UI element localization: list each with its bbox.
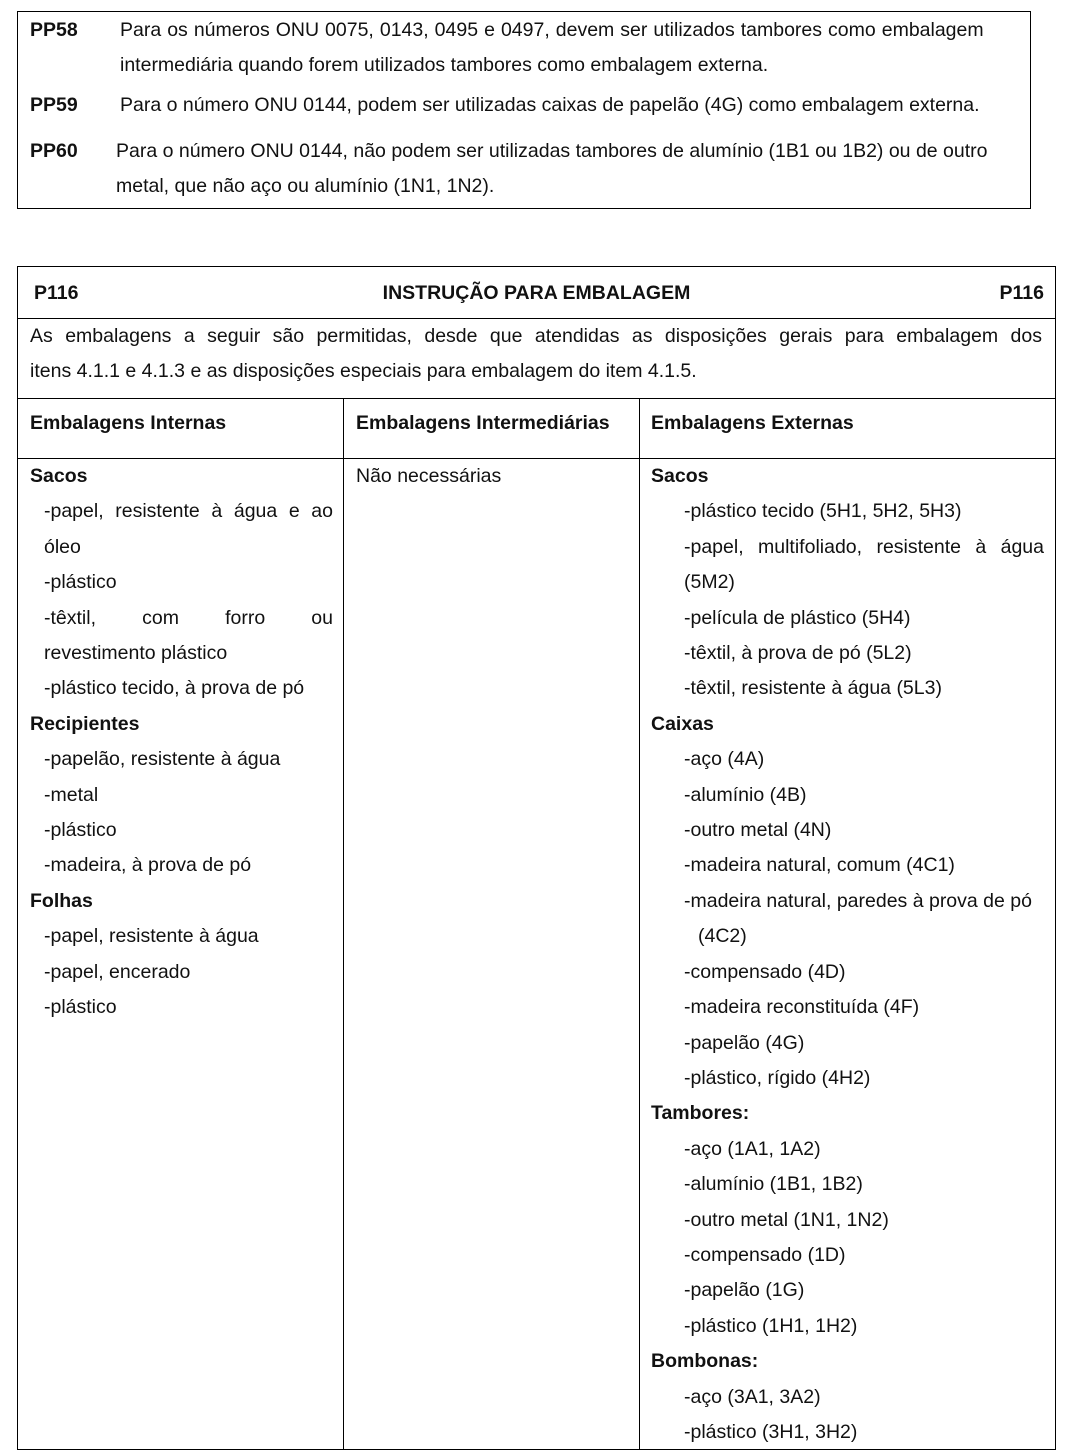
packing-instruction-table xyxy=(17,266,1056,1450)
list-item: -plástico xyxy=(44,819,117,842)
column-divider xyxy=(343,398,344,1449)
provision-line: Para os números ONU 0075, 0143, 0495 e 0497, devem ser utilizados tambores como embalagem xyxy=(120,19,984,41)
list-item: -aço (1A1, 1A2) xyxy=(684,1137,821,1160)
list-item: -madeira reconstituída (4F) xyxy=(684,996,920,1019)
list-item: revestimento plástico xyxy=(44,642,228,665)
list-item: -plástico xyxy=(44,571,117,594)
list-item: -plástico xyxy=(44,996,117,1019)
group-title-sacos: Sacos xyxy=(30,465,88,487)
column-header-outer: Embalagens Externas xyxy=(651,412,854,434)
list-item: -papelão (4G) xyxy=(684,1031,805,1054)
list-item: -plástico, rígido (4H2) xyxy=(684,1066,871,1089)
provision-text xyxy=(120,13,1020,83)
intro-line: As embalagens a seguir são permitidas, desde que atendidas as disposições gerais para embalagem dos xyxy=(30,325,1042,347)
list-item: (4C2) xyxy=(698,925,747,948)
list-item: -outro metal (4N) xyxy=(684,819,832,842)
provision-text xyxy=(116,134,1021,204)
instruction-code-left: P116 xyxy=(34,282,79,304)
list-item: -papel, resistente à água xyxy=(44,925,259,948)
list-item: -aço (4A) xyxy=(684,748,765,771)
provision-line: metal, que não aço ou alumínio (1N1, 1N2). xyxy=(116,175,495,197)
list-item: óleo xyxy=(44,535,81,558)
group-title-bombonas: Bombonas: xyxy=(651,1350,759,1373)
inner-packagings-column xyxy=(30,459,333,1026)
list-item: -madeira natural, paredes à prova de pó xyxy=(684,889,1032,912)
provision-code: PP60 xyxy=(30,140,78,162)
list-item: -compensado (1D) xyxy=(684,1243,846,1266)
list-item: -compensado (4D) xyxy=(684,960,846,983)
column-header-row xyxy=(18,398,1055,459)
provision-line: Para o número ONU 0144, podem ser utilizadas caixas de papelão (4G) como embalagem externa. xyxy=(120,94,980,116)
group-title-folhas: Folhas xyxy=(30,889,93,912)
list-item: -têxtil, resistente à água (5L3) xyxy=(684,677,942,700)
list-item: -papelão, resistente à água xyxy=(44,748,281,771)
instruction-header xyxy=(18,267,1055,319)
list-item: -madeira natural, comum (4C1) xyxy=(684,854,955,877)
list-item: -papel, multifoliado, resistente à água xyxy=(684,535,1044,558)
provision-line: Para o número ONU 0144, não podem ser utilizadas tambores de alumínio (1B1 ou 1B2) ou de outro xyxy=(116,140,988,162)
instruction-title: INSTRUÇÃO PARA EMBALAGEM xyxy=(382,282,691,304)
column-header-inner: Embalagens Internas xyxy=(30,412,227,434)
provision-text xyxy=(120,88,1020,123)
group-title-caixas: Caixas xyxy=(651,712,714,735)
list-item: -plástico (3H1, 3H2) xyxy=(684,1420,858,1443)
list-item: -papel, encerado xyxy=(44,960,191,983)
provision-code: PP58 xyxy=(30,19,78,41)
instruction-intro xyxy=(18,319,1055,399)
column-divider xyxy=(639,398,640,1449)
list-item: -têxtil, com forro ou xyxy=(44,606,333,629)
list-item: -alumínio (4B) xyxy=(684,783,807,806)
list-item: -metal xyxy=(44,783,99,806)
list-item: Não necessárias xyxy=(356,465,502,487)
provision-line: intermediária quando forem utilizados tambores como embalagem externa. xyxy=(120,54,769,76)
group-title-sacos: Sacos xyxy=(651,465,709,487)
list-item: -plástico tecido, à prova de pó xyxy=(44,677,305,700)
intro-line: itens 4.1.1 e 4.1.3 e as disposições especiais para embalagem do item 4.1.5. xyxy=(30,360,697,382)
column-header-intermediate: Embalagens Intermediárias xyxy=(356,412,610,434)
group-title-recipientes: Recipientes xyxy=(30,712,140,735)
special-provisions-box xyxy=(17,11,1031,209)
list-item: -plástico (1H1, 1H2) xyxy=(684,1314,858,1337)
list-item: -plástico tecido (5H1, 5H2, 5H3) xyxy=(684,500,962,523)
provision-code: PP59 xyxy=(30,94,78,116)
intermediate-packagings-column xyxy=(356,459,626,494)
list-item: -madeira, à prova de pó xyxy=(44,854,252,877)
instruction-code-right: P116 xyxy=(999,282,1044,304)
list-item: -papelão (1G) xyxy=(684,1279,805,1302)
list-item: -têxtil, à prova de pó (5L2) xyxy=(684,642,912,665)
list-item: -papel, resistente à água e ao xyxy=(44,500,333,523)
list-item: -aço (3A1, 3A2) xyxy=(684,1385,821,1408)
list-item: -alumínio (1B1, 1B2) xyxy=(684,1173,863,1196)
list-item: (5M2) xyxy=(684,571,735,594)
outer-packagings-column xyxy=(651,459,1044,1450)
list-item: -película de plástico (5H4) xyxy=(684,606,911,629)
group-title-tambores: Tambores: xyxy=(651,1102,750,1125)
list-item: -outro metal (1N1, 1N2) xyxy=(684,1208,889,1231)
